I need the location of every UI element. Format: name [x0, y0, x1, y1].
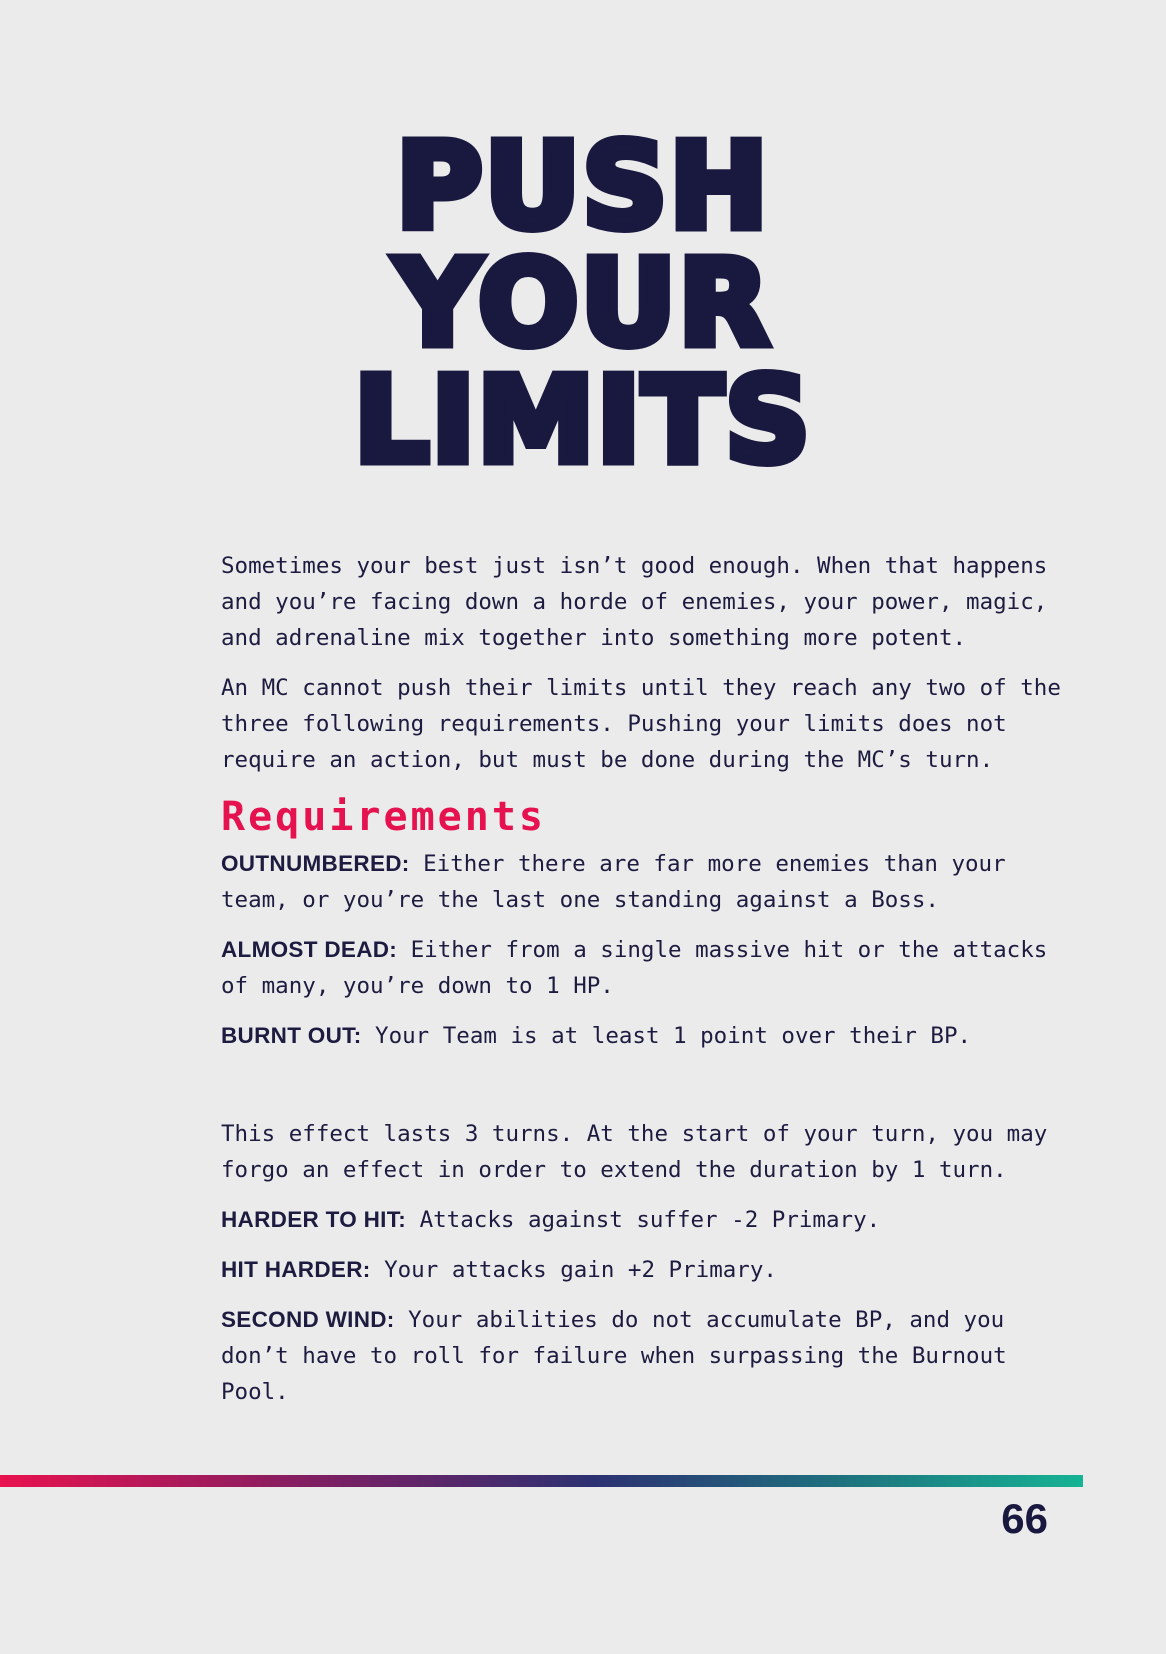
title-line-1: PUSH: [395, 117, 771, 255]
requirement-text: Either from a single massive hit or the attacks of many, you’re down to 1 HP.: [221, 937, 1048, 999]
requirement-text: Either there are far more enemies than your team, or you’re the last one standing against a Boss.: [221, 851, 1006, 913]
intro-paragraph-1: Sometimes your best just isn’t good enough. When that happens and you’re facing down a horde of enemies, your power, magic, and adrenaline mix together into something more potent.: [221, 553, 1048, 651]
requirements-heading: Requirements: [221, 794, 546, 840]
effect-text: Attacks against suffer -2 Primary.: [406, 1207, 881, 1233]
effect-label: HIT HARDER:: [221, 1257, 371, 1282]
effect-label: HARDER TO HIT:: [221, 1207, 407, 1232]
requirement-label: OUTNUMBERED:: [221, 851, 410, 876]
requirement-item: [221, 846, 1061, 918]
title-line-2: YOUR: [394, 234, 772, 372]
effect-item: [221, 1202, 1061, 1238]
requirement-text: Your Team is at least 1 point over their BP.: [361, 1023, 972, 1049]
title-line-3: LIMITS: [354, 351, 812, 489]
page-title: [0, 117, 1166, 489]
requirement-item: [221, 932, 1061, 1004]
effect-text: Your attacks gain +2 Primary.: [370, 1257, 777, 1283]
effect-intro: This effect lasts 3 turns. At the start of your turn, you may forgo an effect in order to extend the duration by 1 turn.: [221, 1121, 1048, 1183]
effect-label: SECOND WIND:: [221, 1307, 395, 1332]
intro-paragraph-2: An MC cannot push their limits until they reach any two of the three following requirements. Pushing your limits does not require an action, but must be done during the MC’s turn.: [221, 675, 1061, 773]
requirement-label: BURNT OUT:: [221, 1023, 362, 1048]
effect-item: [221, 1302, 1061, 1410]
requirement-item: [221, 1018, 1061, 1054]
gradient-divider: [0, 1475, 1083, 1487]
requirement-label: ALMOST DEAD:: [221, 937, 398, 962]
section-spacer: [221, 1068, 1061, 1116]
effect-text: Your abilities do not accumulate BP, and you don’t have to roll for failure when surpassing the Burnout Pool.: [221, 1307, 1007, 1405]
body-text: [221, 548, 1061, 1424]
page-number: 66: [1001, 1495, 1048, 1542]
effect-item: [221, 1252, 1061, 1288]
